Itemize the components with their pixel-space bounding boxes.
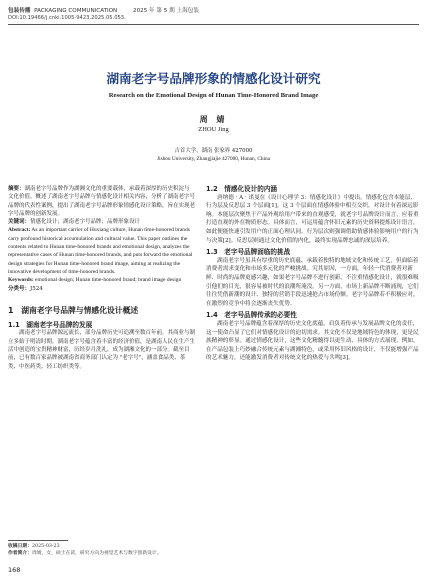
abstract-zh (8, 185, 195, 218)
author-bio (8, 550, 195, 557)
journal-header (8, 6, 419, 14)
right-column (206, 185, 420, 363)
author-en: ZHOU Jing (198, 126, 229, 133)
abstract-text-zh: 湖南老字号品牌作为湖湘文化的重要载体，承载着深厚的历史积淀与文化价值。概述了湖南老字号品牌与情感化设计相关内容，分析了湖南老字号品牌的代表性案例，提出了湖南老字号品牌形象情感化设计策略，旨在实现老字号品牌的创新发展。 (8, 186, 196, 217)
paper-title-zh: 湖南老字号品牌形象的情感化设计研究 (106, 71, 321, 86)
received-date (8, 543, 195, 550)
footnote (8, 543, 195, 557)
received-label: 收稿日期： (8, 543, 32, 549)
section-1-4-heading: 1.4 老字号品牌传承的必要性 (206, 311, 297, 320)
journal-logo: 包装传播 (8, 8, 31, 14)
received-value: 2025-03-23 (32, 544, 60, 549)
section-1-1-heading: 1.1 湖南老字号品牌的发展 (8, 321, 93, 330)
bio-text: 周婧，女，硕士在读，研究方向为视觉艺术与数字创新设计。 (32, 551, 162, 556)
clc-number (8, 285, 195, 293)
abstract-label-en: Abstract: (8, 227, 31, 234)
doi: DOI:10.19466/j.cnki.1005-9423.2025.05.053. (8, 15, 126, 21)
issue-info: 2025 年 第 5 期 上海包装 (133, 8, 199, 14)
keywords-text-zh: 情感化设计；湖南老字号品牌；品牌形象设计 (30, 219, 141, 226)
clc-label: 分类号： (8, 285, 31, 292)
section-1-3-heading: 1.3 老字号品牌面临的挑战 (206, 248, 291, 257)
left-column (8, 185, 195, 371)
keywords-zh (8, 218, 195, 226)
section-1-4-text: 湖南老字号品牌蕴含着深厚的历史文化底蕴，肩负着传承与发展品牌文化的责任，这一使命凸显了它们对情感化设计的迫切需求。其文化不仅是地域特色的体现，更是民族精神的彰显。通过情感化设计，这些文化精髓得以更生动、具体的方式展现。例如，在产品包装上巧妙融合传统元素与湖湘特色，或采用怀旧风格的设计，不仅能增强产品的艺术魅力，还能激发消费者对传统文化的热爱与共鸣[3]。 (206, 320, 419, 362)
keywords-label-en: Keywords: (8, 277, 34, 284)
paper-title-en: Research on the Emotional Design of Hunan Time-Honored Brand Image (108, 92, 319, 99)
section-1-1-text: 湖南老字号品牌源远流长，部分品牌历史可追溯至数百年前，其商业与制立多始于明清时期。湖南老字号蕴含着丰富的经济价值，是湖南人民在生产生活中创造的宝贵精神财富，历经岁月洗礼，成为湖湘文化的一部分。截至目前，已有数百家品牌被湖南省商务部门认定为 "老字号"，涵盖食品类、茶类、中医药类、轻工纺织类等。 (8, 330, 196, 370)
keywords-en (8, 276, 195, 284)
section-1-heading: 1 湖南老字号品牌与情感化设计概述 (8, 305, 139, 315)
page-number: 168 (8, 566, 21, 574)
section-1-3-text: 湖南老字号虽具有厚重的历史底蕴、承载着独特的地域文化和传统工艺，但面临着消费者需求变化和市场多元化的严峻挑战。究其原因，一方面，年轻一代消费者对新鲜、时尚的品牌更感兴趣，如果老字号品牌不进行创新，不注重情感化设计，就很难吸引他们的目光，很容易被时代的浪潮所淹没。另一方面，市场上新品牌不断涌现，它们往往凭借新潮的设计、独特的营销手段迅速抢占市场份额。老字号品牌若不积极应对，在激烈的竞争中将会逐渐丧失优势。 (206, 257, 419, 307)
section-1-2-text: 唐纳德 · A · 诺曼在《设计心理学 3：情感化设计》中提出，情感化包含本能层、行为层及反思层 3 个层面[1]。这 3 个层面在情感体验中相互交织，对设计有着深远影响。本能层次聚焦于产品外观给用户带来的直观感受，就老字号品牌设计而言，应着重打造直观的外在物质形态。具体而言，可运用蕴含怀旧元素的历史资料提炼设计语言，如此便能快速引发用户的正面心理认同。行为层次则强调借助情感体验影响用户的行为与决策[2]。反思层则通过文化价值的内化，最终实现品牌忠诚的深层培养。 (206, 194, 419, 244)
affiliation-zh: 吉首大学，湖南 张家界 427000 (174, 148, 253, 154)
footnote-rule (8, 540, 68, 541)
author-zh: 周 婧 (199, 115, 228, 124)
keywords-label-zh: 关键词： (8, 219, 31, 226)
header-rule (8, 24, 419, 25)
abstract-text-en: As an important carrier of Huxiang culture, Hunan time-honored brands carry profound historical accumulation and cultural value. This paper outlines the contents related to Hunan time-honored brands and emotional design, analyzes the representative cases of Hunan time-honored brands, and puts forward the emotional design strategies for Hunan time-honored brand image, aiming at realizing the innovative development of time-honored brands. (8, 227, 193, 275)
journal-name: PACKAGING COMMUNICATION (34, 8, 118, 14)
clc-value: J524 (30, 285, 43, 292)
abstract-en (8, 226, 195, 276)
keywords-text-en: emotional design; Hunan time-honored brand; brand image design (35, 277, 182, 284)
abstract-label-zh: 摘要： (8, 186, 25, 192)
section-1-2-heading: 1.2 情感化设计的内涵 (206, 185, 278, 193)
affiliation-en: Jishou University, Zhangjiajie 427000, Hunan, China (157, 156, 270, 162)
bio-label: 作者简介： (8, 550, 32, 556)
